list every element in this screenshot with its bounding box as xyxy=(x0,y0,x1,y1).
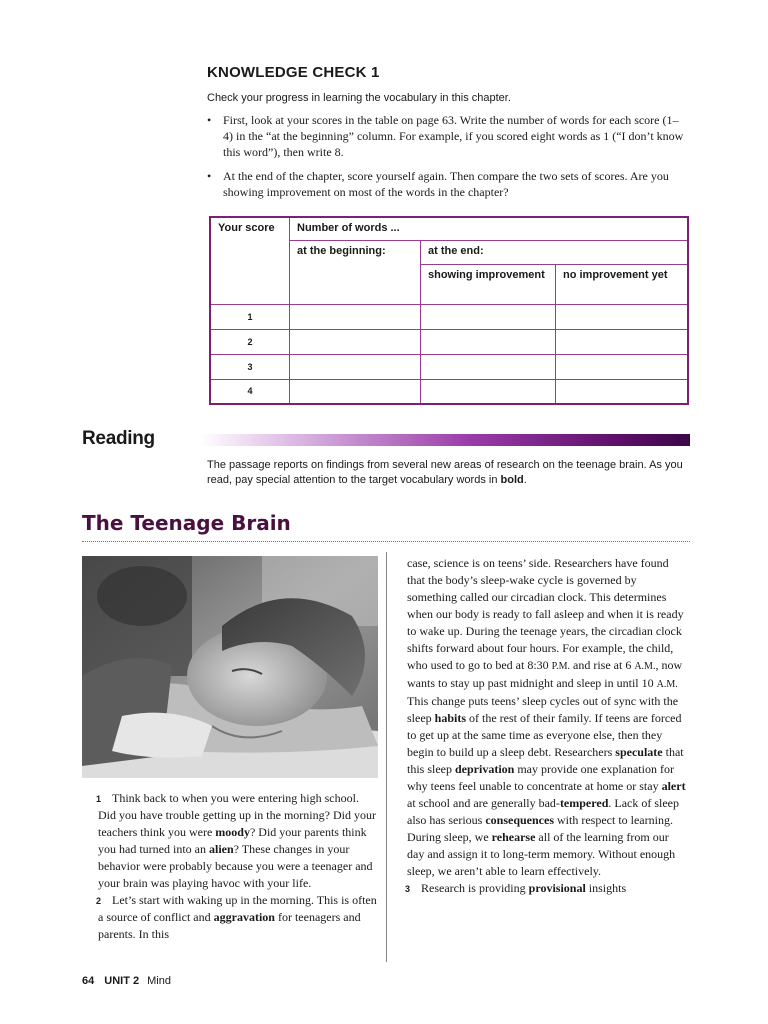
header-at-end: at the end: xyxy=(421,240,689,264)
text: with respect to learning. During sleep, we xyxy=(407,813,673,844)
knowledge-check-intro: Check your progress in learning the vocabulary in this chapter. xyxy=(207,92,511,104)
text: P.M. xyxy=(551,661,571,672)
knowledge-check-title: KNOWLEDGE CHECK 1 xyxy=(207,64,380,81)
unit-topic: Mind xyxy=(147,975,171,987)
sleeping-teen-photo xyxy=(82,556,378,778)
column-divider xyxy=(386,552,387,962)
vocab-word: habits xyxy=(434,711,467,725)
text: for teenagers and parents. In this xyxy=(98,910,361,941)
article-title: The Teenage Brain xyxy=(82,511,291,535)
vocab-word: deprivation xyxy=(455,762,515,776)
score-cell[interactable] xyxy=(556,304,689,329)
sleeping-teen-illustration xyxy=(82,556,378,778)
paragraph-1 xyxy=(82,790,378,892)
text: may provide one explanation for why teens feel unable to concentrate at home or stay xyxy=(407,762,674,793)
reading-section-label: Reading xyxy=(82,428,155,449)
score-cell[interactable] xyxy=(421,304,556,329)
score-cell[interactable] xyxy=(290,379,421,404)
text: . Lack of sleep also has serious xyxy=(407,796,680,827)
score-value: 3 xyxy=(210,354,290,379)
paragraph-number: 1 xyxy=(96,794,102,804)
article-column-right xyxy=(391,555,689,897)
vocab-word: alert xyxy=(661,779,686,793)
text: , now wants to stay up past midnight and sleep in until 10 xyxy=(407,658,683,690)
text: all of the learning from our day and assign it to long-term memory. Without enough sleep, we aren’t able to learn effectively. xyxy=(407,830,676,878)
text: A.M. xyxy=(634,661,656,672)
unit-label: UNIT 2 xyxy=(104,975,140,987)
score-cell[interactable] xyxy=(290,329,421,354)
title-divider xyxy=(82,541,690,542)
score-row xyxy=(210,329,688,354)
score-cell[interactable] xyxy=(556,329,689,354)
page-footer xyxy=(82,975,171,987)
text: case, science is on teens’ side. Researchers have found that the body’s sleep-wake cycle is governed by something called our circadian clock. This determines when our body is ready to fall asleep and when it is ready to wake up. During the teenage years, the circadian clock shifts forward about four hours. For example, the child, who used to go to bed at 8:30 xyxy=(407,556,684,672)
text: and rise at 6 xyxy=(570,658,635,672)
text: at school and are generally bad- xyxy=(407,796,560,810)
text: Research is providing xyxy=(421,881,529,895)
paragraph-2-continued xyxy=(391,555,689,880)
text: ? These changes in your behavior were probably because you were a teenager and your brain was playing havoc with your life. xyxy=(98,842,373,890)
score-cell[interactable] xyxy=(556,379,689,404)
reading-intro xyxy=(207,458,687,488)
header-number-of-words: Number of words ... xyxy=(290,217,689,240)
paragraph-2-start xyxy=(82,892,378,943)
score-cell[interactable] xyxy=(556,354,689,379)
header-showing-improvement: showing improvement xyxy=(421,264,556,304)
vocab-word: tempered xyxy=(559,796,609,810)
reading-header-bar xyxy=(200,434,690,446)
text: that this sleep xyxy=(407,745,684,776)
vocab-word: consequences xyxy=(485,813,554,827)
score-cell[interactable] xyxy=(421,354,556,379)
vocab-word: alien xyxy=(208,842,234,856)
score-value: 2 xyxy=(210,329,290,354)
score-value: 1 xyxy=(210,304,290,329)
score-cell[interactable] xyxy=(421,379,556,404)
paragraph-3 xyxy=(391,880,689,897)
vocab-word: rehearse xyxy=(491,830,536,844)
score-cell[interactable] xyxy=(290,354,421,379)
instruction-bullet-1: • First, look at your scores in the table on page 63. Write the number of words for each score (1–4) in the “at the beginning” column. For example, if you scored eight words as 1 (“I don’t know this word”), then write 8. xyxy=(207,112,687,160)
paragraph-number: 2 xyxy=(96,896,102,906)
vocab-word: provisional xyxy=(528,881,586,895)
score-cell[interactable] xyxy=(421,329,556,354)
vocab-word: moody xyxy=(215,825,250,839)
text: A.M. xyxy=(656,679,678,690)
header-no-improvement: no improvement yet xyxy=(556,264,689,304)
vocab-word: speculate xyxy=(615,745,663,759)
score-row xyxy=(210,354,688,379)
header-at-beginning: at the beginning: xyxy=(290,240,421,304)
score-cell[interactable] xyxy=(290,304,421,329)
text: This change puts teens’ sleep cycles out of sync with the sleep xyxy=(407,694,679,725)
paragraph-number: 3 xyxy=(405,884,411,894)
vocab-word: aggravation xyxy=(213,910,275,924)
score-table xyxy=(209,216,689,405)
knowledge-check-instructions xyxy=(207,112,687,208)
reading-intro-end: . xyxy=(523,474,527,486)
instruction-bullet-2: • At the end of the chapter, score yourself again. Then compare the two sets of scores. Are you showing improvement on most of the words in the chapter? xyxy=(207,168,687,200)
header-your-score: Your score xyxy=(210,217,290,304)
reading-intro-bold: bold xyxy=(500,474,524,486)
text: insights xyxy=(585,881,627,895)
score-value: 4 xyxy=(210,379,290,404)
text: Let’s start with waking up in the morning. This is often a source of conflict and xyxy=(98,893,377,924)
text: ? Did your parents think you had turned into an xyxy=(98,825,367,856)
score-row xyxy=(210,379,688,404)
score-row xyxy=(210,304,688,329)
article-column-left xyxy=(82,790,378,943)
text: Think back to when you were entering high school. Did you have trouble getting up in the morning? Did your teachers think you were xyxy=(98,791,376,839)
reading-intro-text: The passage reports on findings from several new areas of research on the teenage brain. As you read, pay special attention to the target vocabulary words in xyxy=(207,459,683,486)
page-number: 64 xyxy=(82,975,95,987)
text: of the rest of their family. If teens are forced to get up at the same time as everyone else, then they begin to build up a sleep debt. Researchers xyxy=(407,711,682,759)
